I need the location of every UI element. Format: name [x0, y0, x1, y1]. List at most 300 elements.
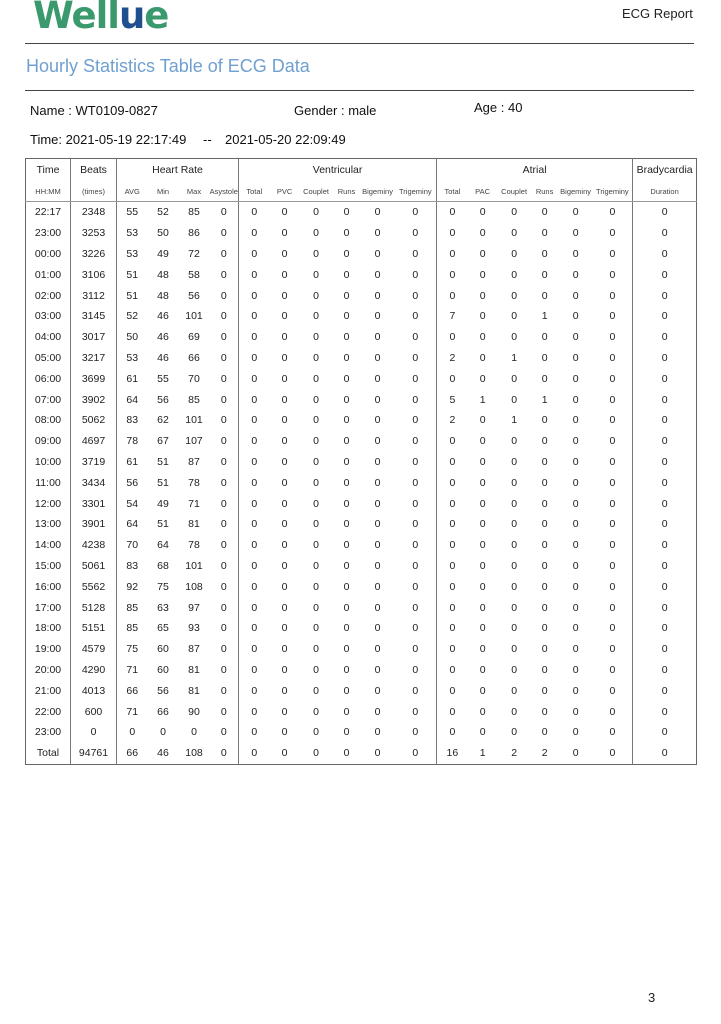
table-cell: 51	[157, 518, 169, 531]
table-cell: 0	[313, 372, 319, 385]
table-cell: 64	[117, 389, 148, 410]
table-cell: 0	[281, 684, 288, 697]
table-cell: 0	[374, 539, 381, 552]
table-cell: 55	[117, 202, 148, 223]
table-cell: 0	[281, 476, 288, 489]
subheader-cell: Runs	[333, 181, 361, 202]
table-row	[26, 285, 697, 306]
table-cell: 0	[412, 227, 419, 240]
subheader-cell: PAC	[468, 181, 498, 202]
table-cell: 0	[633, 680, 697, 701]
table-cell: 0	[220, 372, 227, 385]
table-cell: 0	[313, 476, 319, 489]
table-cell: 49	[157, 497, 169, 510]
table-cell: 97	[188, 601, 200, 614]
table-cell: 22:00	[34, 705, 62, 718]
table-cell: 0	[541, 559, 548, 572]
table-cell: 3902	[71, 389, 117, 410]
table-cell: 85	[188, 206, 200, 219]
table-cell: 0	[343, 559, 350, 572]
table-cell: 0	[511, 622, 518, 635]
table-cell: 0	[374, 726, 381, 739]
table-cell: 0	[479, 455, 486, 468]
table-cell: 0	[479, 310, 486, 323]
table-cell: 0	[572, 518, 579, 531]
table-cell: 0	[633, 410, 697, 431]
table-cell: 00:00	[34, 247, 62, 260]
table-cell: 0	[437, 244, 468, 265]
table-cell: 0	[633, 743, 697, 764]
table-cell: 0	[479, 372, 486, 385]
table-row	[26, 202, 697, 223]
table-cell: 0	[220, 247, 227, 260]
table-cell: 0	[313, 351, 319, 364]
table-cell: 0	[343, 726, 350, 739]
table-cell: 0	[412, 268, 419, 281]
table-cell: 0	[511, 289, 518, 302]
table-cell: 0	[633, 285, 697, 306]
table-cell: 56	[157, 393, 169, 406]
table-cell: 0	[374, 622, 381, 635]
table-cell: 0	[220, 518, 227, 531]
table-cell: 0	[511, 393, 518, 406]
table-cell: 83	[117, 556, 148, 577]
table-cell: 0	[479, 414, 486, 427]
table-cell: 0	[220, 268, 227, 281]
table-cell: 0	[281, 726, 288, 739]
table-cell: 0	[281, 643, 288, 656]
table-cell: 0	[313, 310, 319, 323]
table-cell: 21:00	[34, 684, 62, 697]
subheader-cell: Trigeminy	[593, 181, 633, 202]
table-cell: 5562	[71, 576, 117, 597]
table-cell: 0	[343, 247, 350, 260]
table-cell: 0	[281, 227, 288, 240]
table-cell: 0	[313, 289, 319, 302]
subheader-cell: Bigeminy	[559, 181, 593, 202]
table-cell: 46	[157, 331, 169, 344]
table-row	[26, 660, 697, 681]
table-cell: 75	[157, 580, 169, 593]
table-cell: 0	[343, 310, 350, 323]
table-cell: 50	[157, 227, 169, 240]
table-cell: 68	[157, 559, 169, 572]
table-cell: 0	[313, 643, 319, 656]
table-cell: 53	[117, 348, 148, 369]
table-cell: 1	[541, 310, 548, 323]
table-cell: 23:00	[34, 726, 62, 739]
table-cell: 0	[71, 722, 117, 743]
table-cell: 56	[117, 472, 148, 493]
table-cell: 11:00	[35, 476, 61, 489]
table-cell: 0	[609, 310, 616, 323]
table-cell: 0	[511, 580, 518, 593]
table-cell: 0	[239, 639, 270, 660]
table-cell: 62	[157, 414, 169, 427]
table-cell: 0	[343, 351, 350, 364]
table-cell: 108	[185, 747, 203, 760]
table-cell: 0	[343, 414, 350, 427]
table-cell: 0	[412, 705, 419, 718]
table-cell: 0	[239, 556, 270, 577]
table-cell: 0	[541, 435, 548, 448]
table-cell: 600	[71, 701, 117, 722]
table-header-subcolumns	[26, 181, 697, 202]
table-cell: 4697	[71, 431, 117, 452]
table-cell: 0	[412, 476, 419, 489]
table-cell: 0	[281, 580, 288, 593]
table-cell: 0	[633, 306, 697, 327]
table-cell: 22:17	[34, 206, 62, 219]
table-cell: 81	[188, 663, 200, 676]
table-cell: 0	[239, 389, 270, 410]
table-cell: 0	[541, 227, 548, 240]
table-cell: 09:00	[34, 435, 62, 448]
subheader-cell: AVG	[117, 181, 148, 202]
table-cell: 53	[117, 244, 148, 265]
table-cell: 87	[188, 455, 200, 468]
table-cell: 16:00	[34, 580, 62, 593]
table-cell: 0	[633, 244, 697, 265]
table-cell: 108	[185, 580, 203, 593]
table-cell: 101	[185, 559, 203, 572]
table-cell: 0	[609, 643, 616, 656]
table-cell: 66	[117, 680, 148, 701]
table-cell: 0	[313, 518, 319, 531]
table-cell: 19:00	[34, 643, 62, 656]
table-cell: 0	[239, 743, 270, 764]
table-cell: 0	[220, 310, 227, 323]
table-cell: 2	[437, 348, 468, 369]
table-cell: 0	[220, 622, 227, 635]
table-cell: 0	[281, 331, 288, 344]
table-cell: 0	[541, 414, 548, 427]
table-cell: 49	[157, 247, 169, 260]
table-cell: 0	[412, 726, 419, 739]
table-cell: 61	[117, 452, 148, 473]
table-cell: 0	[313, 414, 319, 427]
table-row	[26, 244, 697, 265]
table-cell: 0	[281, 539, 288, 552]
table-cell: 0	[541, 247, 548, 260]
table-row	[26, 701, 697, 722]
table-cell: 0	[412, 559, 419, 572]
table-cell: 17:00	[34, 601, 62, 614]
table-cell: 0	[609, 747, 616, 760]
table-cell: 90	[188, 705, 200, 718]
table-cell: 0	[281, 372, 288, 385]
table-cell: 0	[412, 747, 419, 760]
table-cell: 0	[374, 747, 381, 760]
table-cell: 66	[117, 743, 148, 764]
table-row	[26, 556, 697, 577]
table-cell: 0	[281, 518, 288, 531]
table-cell: 0	[437, 535, 468, 556]
table-row	[26, 452, 697, 473]
table-cell: 0	[437, 285, 468, 306]
table-cell: 0	[412, 414, 419, 427]
table-cell: 0	[220, 227, 227, 240]
table-cell: 0	[479, 705, 486, 718]
subheader-cell: HH:MM	[26, 181, 71, 202]
table-cell: 0	[572, 331, 579, 344]
table-cell: 0	[479, 268, 486, 281]
page-title: Hourly Statistics Table of ECG Data	[26, 56, 310, 76]
table-cell: 0	[239, 244, 270, 265]
table-cell: 0	[633, 493, 697, 514]
table-cell: 0	[239, 597, 270, 618]
subheader-cell: Couplet	[300, 181, 333, 202]
table-cell: 0	[313, 435, 319, 448]
table-cell: 0	[437, 431, 468, 452]
subheader-cell: Couplet	[498, 181, 531, 202]
table-cell: 0	[511, 726, 518, 739]
table-cell: 0	[633, 514, 697, 535]
table-cell: 0	[281, 393, 288, 406]
table-cell: 0	[239, 576, 270, 597]
table-cell: 2	[437, 410, 468, 431]
table-cell: 0	[374, 268, 381, 281]
table-cell: 12:00	[34, 497, 62, 510]
table-cell: 0	[479, 601, 486, 614]
subheader-cell: (times)	[71, 181, 117, 202]
table-cell: 0	[239, 368, 270, 389]
table-cell: 0	[437, 556, 468, 577]
table-cell: 0	[281, 414, 288, 427]
table-cell: 0	[437, 680, 468, 701]
table-cell: 0	[511, 601, 518, 614]
table-cell: 0	[412, 622, 419, 635]
table-cell: 0	[541, 372, 548, 385]
table-cell: 0	[374, 518, 381, 531]
table-cell: 0	[412, 310, 419, 323]
table-cell: 0	[220, 414, 227, 427]
table-cell: 0	[609, 247, 616, 260]
table-cell: 52	[117, 306, 148, 327]
table-cell: 75	[117, 639, 148, 660]
table-cell: 0	[220, 705, 227, 718]
table-cell: 03:00	[34, 310, 62, 323]
table-cell: 61	[117, 368, 148, 389]
table-cell: 0	[541, 601, 548, 614]
time-start: Time: 2021-05-19 22:17:49	[30, 132, 187, 147]
table-cell: 52	[157, 206, 169, 219]
table-cell: 0	[281, 747, 288, 760]
table-cell: 107	[185, 435, 203, 448]
table-cell: 0	[343, 476, 350, 489]
table-cell: 0	[239, 452, 270, 473]
table-cell: 0	[511, 268, 518, 281]
table-cell: 0	[633, 618, 697, 639]
table-row	[26, 223, 697, 244]
table-cell: 66	[157, 705, 169, 718]
table-cell: 0	[220, 435, 227, 448]
table-cell: 0	[220, 539, 227, 552]
table-cell: 0	[511, 497, 518, 510]
table-cell: 0	[412, 247, 419, 260]
table-header-groups	[26, 159, 697, 182]
table-cell: 0	[374, 331, 381, 344]
table-cell: 0	[511, 455, 518, 468]
title-divider	[25, 90, 694, 91]
table-cell: 0	[412, 289, 419, 302]
table-cell: 0	[633, 223, 697, 244]
table-cell: 3434	[71, 472, 117, 493]
table-cell: 0	[609, 622, 616, 635]
table-cell: 1	[511, 414, 518, 427]
table-cell: 0	[220, 351, 227, 364]
header-heart-rate: Heart Rate	[117, 159, 239, 182]
table-cell: 04:00	[34, 331, 62, 344]
table-cell: 0	[572, 539, 579, 552]
table-cell: 60	[157, 643, 169, 656]
hourly-stats-table	[25, 158, 697, 765]
table-cell: 0	[511, 206, 518, 219]
table-cell: 0	[572, 726, 579, 739]
table-cell: 0	[633, 556, 697, 577]
table-cell: 0	[374, 663, 381, 676]
table-cell: 0	[374, 705, 381, 718]
table-cell: 72	[188, 247, 200, 260]
table-cell: 0	[313, 539, 319, 552]
table-cell: 51	[117, 264, 148, 285]
table-cell: 65	[157, 622, 169, 635]
table-cell: 0	[281, 559, 288, 572]
table-cell: 0	[313, 206, 319, 219]
table-cell: 05:00	[34, 351, 62, 364]
table-cell: 58	[188, 268, 200, 281]
table-cell: 02:00	[34, 289, 62, 302]
table-cell: 0	[437, 223, 468, 244]
table-cell: 0	[239, 306, 270, 327]
subheader-cell: Min	[148, 181, 179, 202]
table-cell: 86	[188, 227, 200, 240]
table-cell: 66	[188, 351, 200, 364]
table-cell: 0	[609, 455, 616, 468]
table-cell: 85	[117, 597, 148, 618]
table-cell: 85	[117, 618, 148, 639]
table-cell: 0	[239, 264, 270, 285]
table-cell: 0	[541, 643, 548, 656]
table-cell: 0	[437, 639, 468, 660]
table-cell: 7	[437, 306, 468, 327]
subheader-cell: Total	[437, 181, 468, 202]
table-cell: 0	[220, 206, 227, 219]
table-cell: 85	[188, 393, 200, 406]
table-cell: 0	[609, 684, 616, 697]
table-cell: 3217	[71, 348, 117, 369]
table-cell: 0	[572, 310, 579, 323]
table-cell: 0	[609, 372, 616, 385]
table-cell: 0	[437, 618, 468, 639]
table-cell: 0	[313, 268, 319, 281]
table-cell: 64	[157, 539, 169, 552]
table-cell: 0	[511, 643, 518, 656]
table-cell: 0	[572, 268, 579, 281]
table-cell: 0	[609, 206, 616, 219]
table-cell: 0	[541, 476, 548, 489]
time-end: 2021-05-20 22:09:49	[225, 132, 346, 147]
table-cell: 0	[343, 268, 350, 281]
table-cell: 0	[572, 435, 579, 448]
table-cell: 0	[437, 202, 468, 223]
table-cell: 0	[633, 389, 697, 410]
table-cell: 0	[511, 539, 518, 552]
table-cell: 0	[313, 559, 319, 572]
table-cell: 0	[572, 247, 579, 260]
table-cell: 0	[343, 663, 350, 676]
table-cell: 0	[220, 289, 227, 302]
table-row	[26, 472, 697, 493]
table-row	[26, 514, 697, 535]
table-cell: 81	[188, 684, 200, 697]
table-cell: 16	[437, 743, 468, 764]
table-cell: 0	[609, 663, 616, 676]
table-cell: 1	[479, 393, 486, 406]
table-cell: 0	[633, 639, 697, 660]
page-number: 3	[648, 990, 656, 1005]
table-cell: 0	[281, 435, 288, 448]
table-cell: 0	[313, 497, 319, 510]
table-cell: 56	[188, 289, 200, 302]
table-cell: 0	[281, 455, 288, 468]
table-cell: 92	[117, 576, 148, 597]
table-cell: 0	[220, 455, 227, 468]
table-cell: 48	[157, 289, 169, 302]
table-cell: 0	[374, 393, 381, 406]
table-cell: 0	[313, 622, 319, 635]
subheader-cell: Runs	[531, 181, 559, 202]
table-cell: 0	[412, 518, 419, 531]
table-row	[26, 410, 697, 431]
table-cell: 0	[572, 372, 579, 385]
table-cell: 0	[633, 264, 697, 285]
table-cell: 0	[479, 559, 486, 572]
table-cell: 0	[511, 310, 518, 323]
table-cell: 0	[633, 535, 697, 556]
table-cell: 3145	[71, 306, 117, 327]
table-cell: 0	[281, 310, 288, 323]
table-cell: 0	[572, 559, 579, 572]
subheader-cell: Total	[239, 181, 270, 202]
table-cell: 0	[239, 701, 270, 722]
table-row	[26, 389, 697, 410]
table-cell: 0	[239, 680, 270, 701]
table-cell: 0	[541, 268, 548, 281]
table-cell: 0	[437, 701, 468, 722]
table-cell: 0	[343, 747, 350, 760]
table-cell: 0	[541, 726, 548, 739]
table-cell: 0	[239, 223, 270, 244]
table-row-total	[26, 743, 697, 764]
table-cell: 2	[511, 747, 518, 760]
table-cell: 71	[188, 497, 200, 510]
table-cell: 0	[281, 206, 288, 219]
patient-age: Age : 40	[474, 100, 523, 115]
table-cell: 0	[343, 518, 350, 531]
subheader-cell: Duration	[633, 181, 697, 202]
table-cell: 0	[313, 747, 319, 760]
table-cell: 3901	[71, 514, 117, 535]
table-cell: 0	[343, 331, 350, 344]
table-cell: 0	[511, 331, 518, 344]
table-cell: 0	[572, 622, 579, 635]
table-cell: 1	[541, 393, 548, 406]
table-cell: 0	[609, 580, 616, 593]
table-cell: 60	[157, 663, 169, 676]
table-cell: 0	[541, 684, 548, 697]
table-cell: 71	[117, 701, 148, 722]
